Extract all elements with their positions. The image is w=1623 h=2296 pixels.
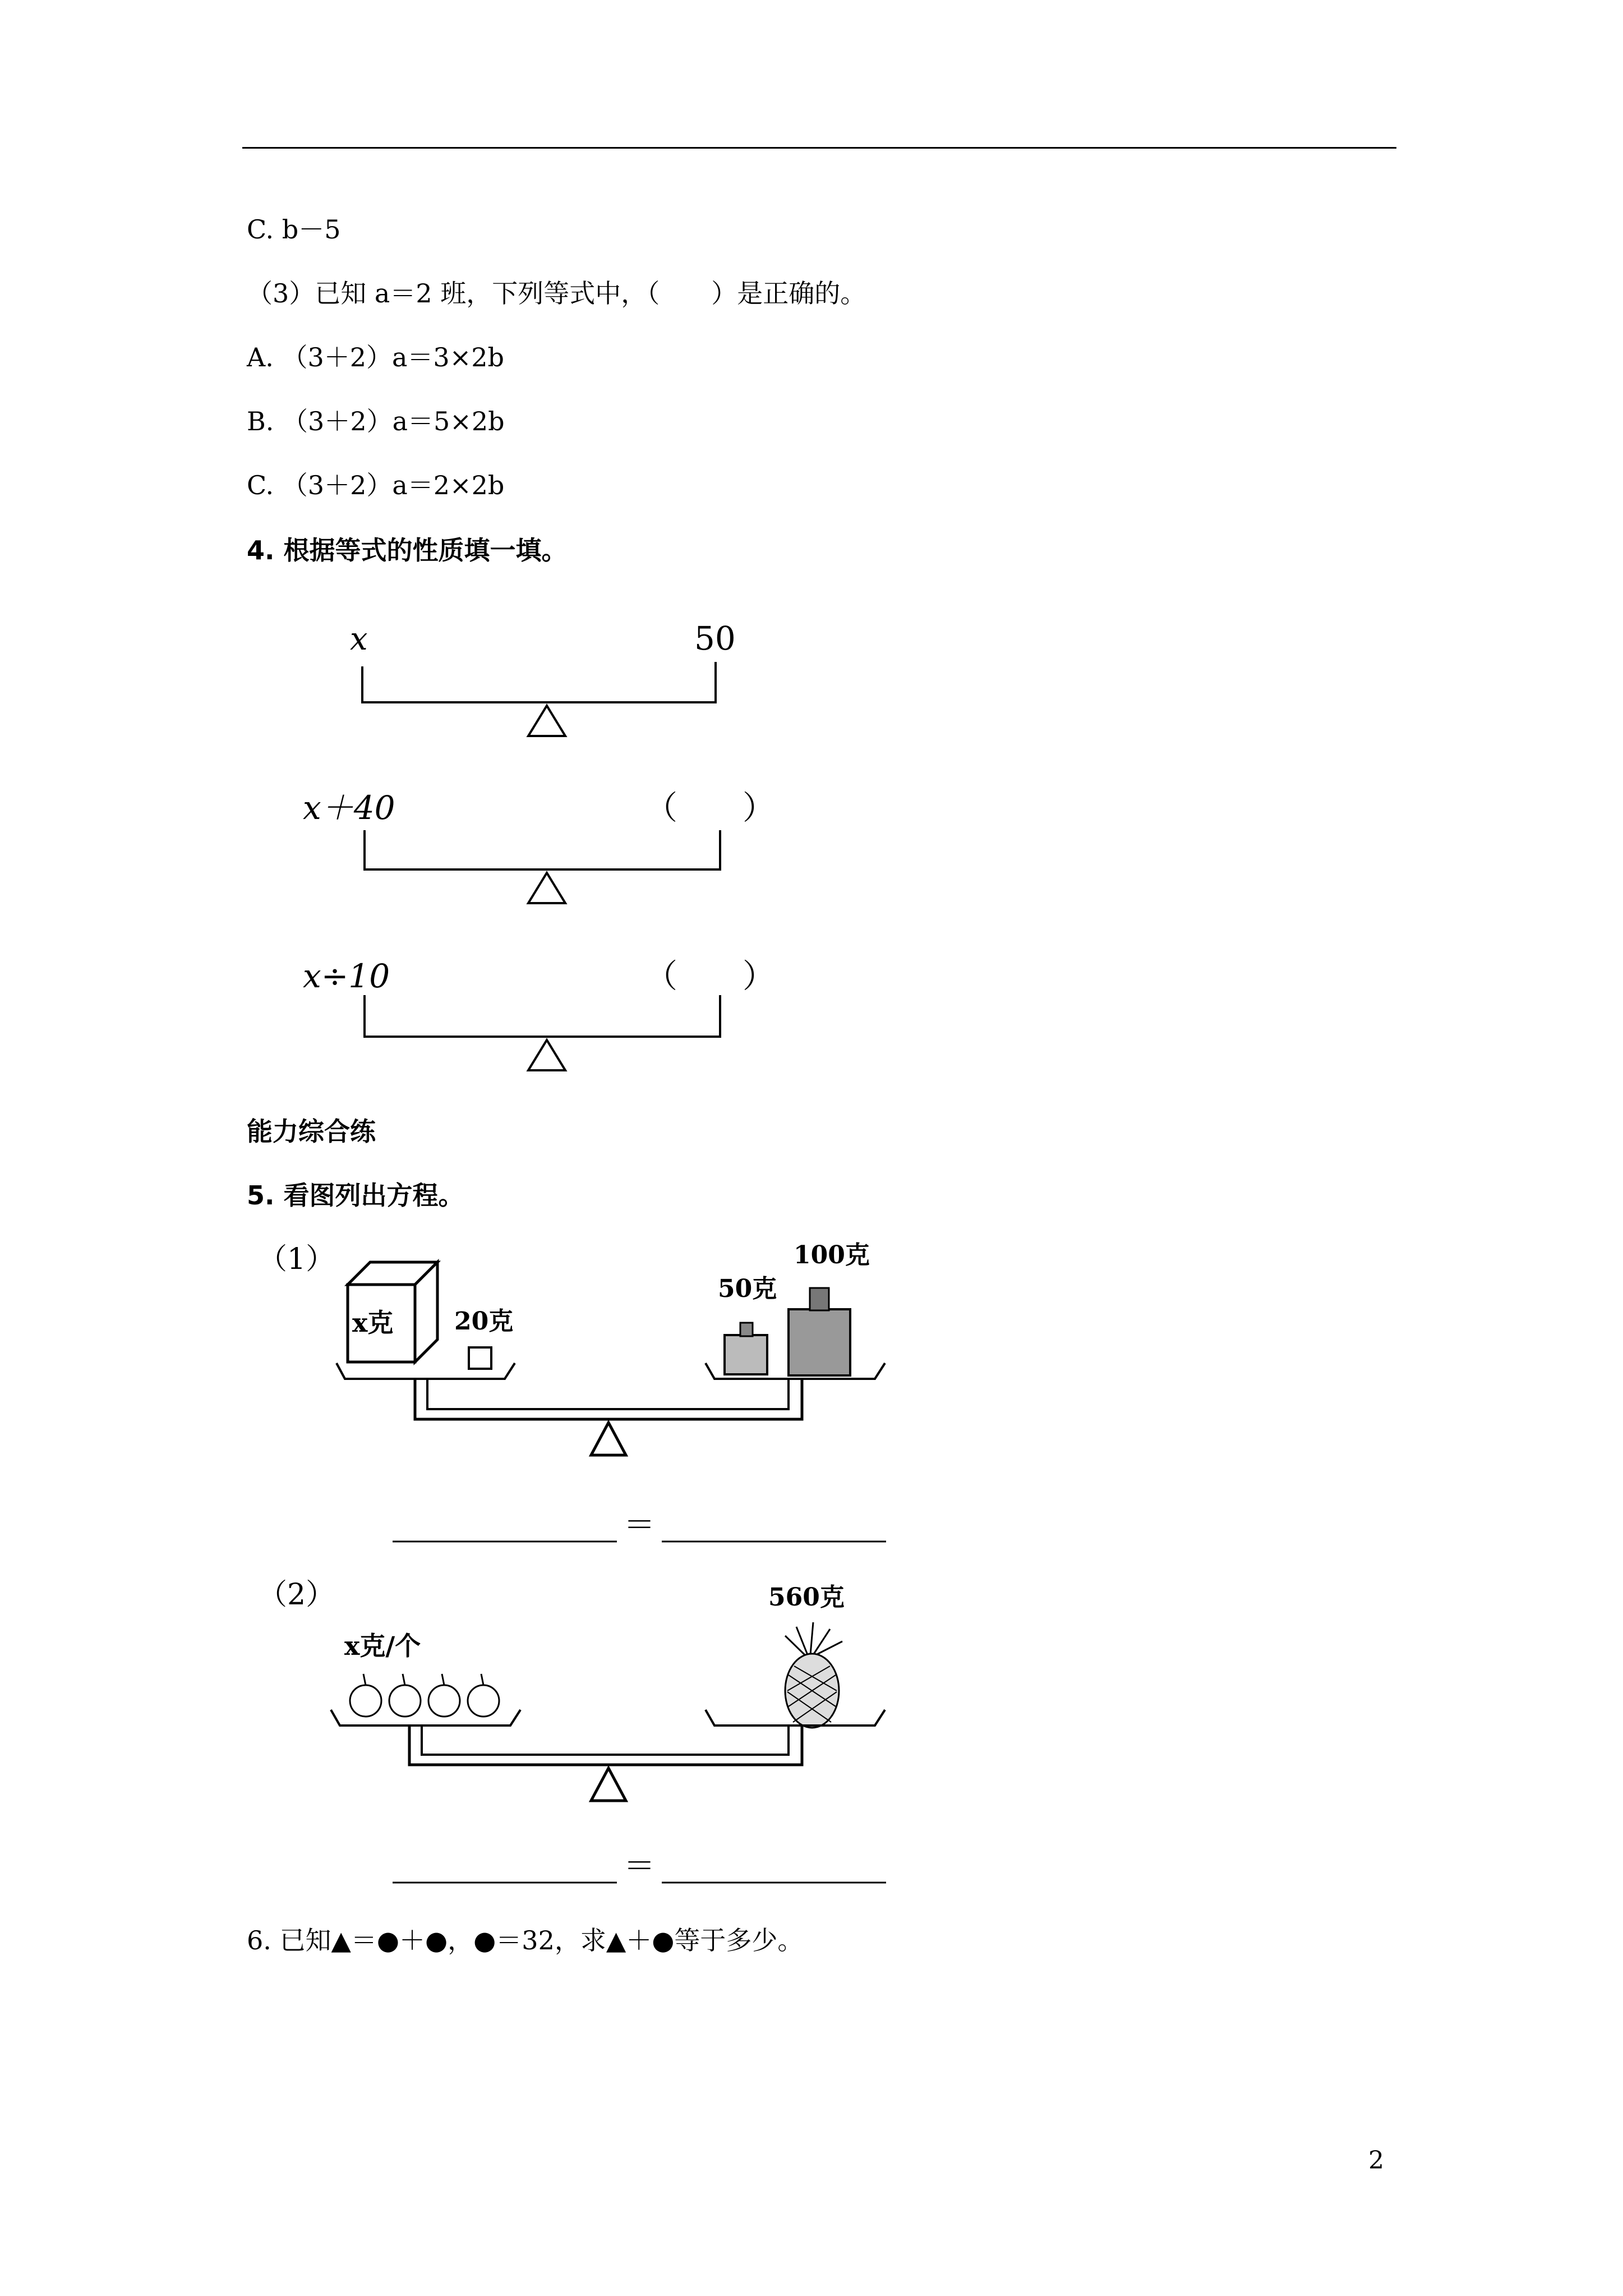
weight-50-icon [725,1335,767,1374]
question-4-title: 4. 根据等式的性质填一填。 [247,535,568,565]
option-c: C. （3＋2）a＝2×2b [247,470,505,500]
fulcrum-icon [591,1768,626,1801]
equals-sign: ＝ [624,1848,655,1885]
balance-3-left: x÷10 [303,957,390,995]
balance-1-right: 50 [694,619,736,657]
q4-balances-figure [292,606,796,1088]
weight-20-label: 20克 [454,1307,514,1336]
apple-icon [350,1674,499,1717]
equals-sign: ＝ [624,1507,655,1544]
balance-2 [303,789,775,903]
balance-2-left: x＋40 [303,789,395,827]
balance-3 [303,957,775,1070]
header-rule [242,147,1396,149]
weight-20-icon [469,1347,491,1369]
q5-part2-figure [247,1571,920,1896]
section-title: 能力综合练 [247,1116,376,1147]
q5-part2-label: （2） [258,1578,335,1612]
fulcrum-icon [528,1040,565,1070]
fulcrum-icon [528,873,565,903]
balance-1 [350,619,736,736]
fulcrum-icon [528,706,565,736]
weight-100-icon [789,1309,850,1375]
balance-3-right: （ ） [645,957,776,995]
question-6: 6. 已知▲＝●＋●，●＝32，求▲＋●等于多少。 [247,1925,804,1955]
balance-1-left: x [350,621,368,657]
option-c-b-minus-5: C. b－5 [247,214,341,245]
q5-part1-label: （1） [258,1243,335,1276]
apple-unit-label: x克/个 [344,1631,421,1661]
pineapple-label: 560克 [768,1583,845,1612]
q5-part1-figure [247,1240,920,1559]
balance-2-right: （ ） [645,789,776,827]
cube-x-grams [348,1262,437,1362]
pineapple-icon [785,1622,842,1728]
page-number: 2 [1368,2146,1384,2175]
weight-50-label: 50克 [718,1274,777,1303]
weight-100-label: 100克 [794,1241,870,1269]
option-a: A. （3＋2）a＝3×2b [247,342,504,372]
question-5-title: 5. 看图列出方程。 [247,1180,464,1211]
option-b: B. （3＋2）a＝5×2b [247,406,505,436]
fulcrum-icon [591,1423,626,1455]
cube-label: x克 [352,1308,394,1338]
question-3-stem: （3）已知 a＝2 班，下列等式中，（ ）是正确的。 [247,278,866,309]
